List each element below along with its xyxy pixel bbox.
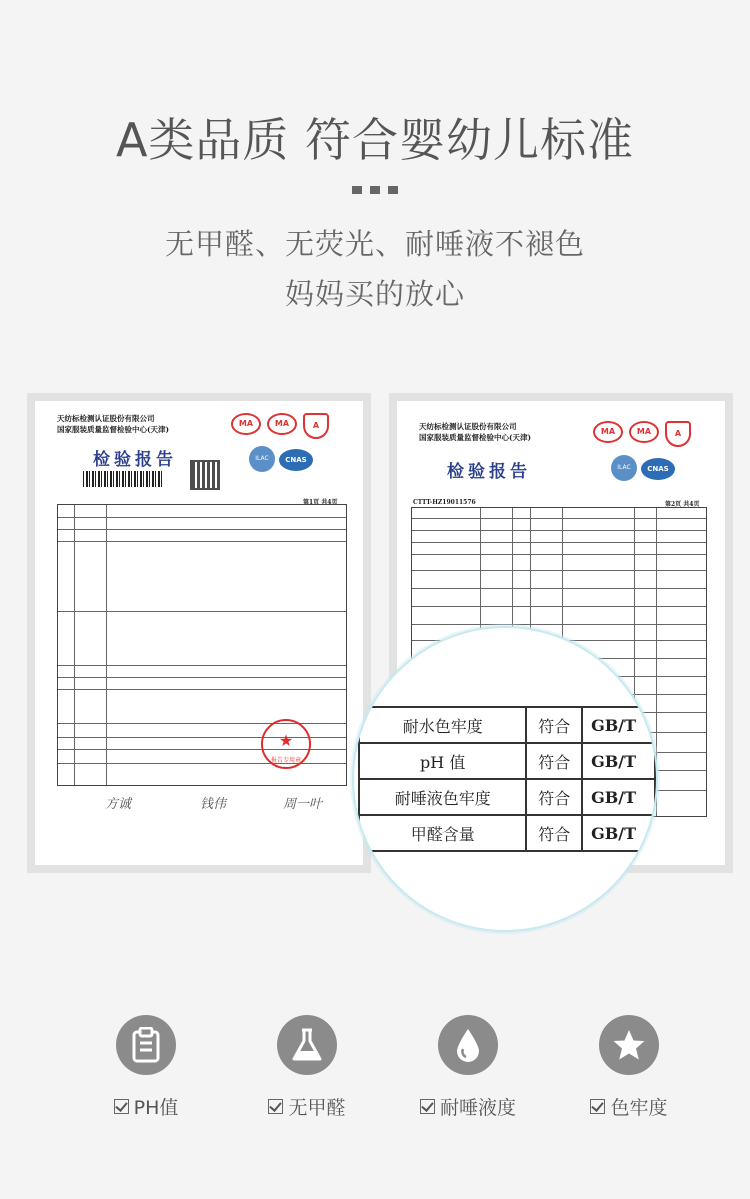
result-value: 符合 (526, 743, 582, 779)
signature-3: 周一叶 (283, 797, 323, 812)
cnas-logo-icon: CNAS (279, 449, 313, 471)
report-left-org-line-1: 天纺标检测认证股份有限公司 (57, 414, 155, 423)
report-left-page-mark: 第1页 共4页 (303, 499, 338, 506)
qr-code-icon (190, 460, 220, 490)
table-row (359, 779, 655, 815)
feature-label: PH值 (133, 1097, 179, 1119)
feature-label: 耐唾液度 (439, 1097, 516, 1119)
divider-dots (352, 186, 398, 194)
report-right-number: CTTT-HZ19011576 (413, 499, 476, 506)
table-row (359, 743, 655, 779)
result-standard: GB/T (582, 815, 655, 851)
result-standard: GB/T (582, 779, 655, 815)
cma-seal-icon: MA (267, 413, 297, 435)
checkbox-icon (420, 1099, 435, 1114)
checkbox-icon (114, 1099, 129, 1114)
signature-1: 方诚 (105, 797, 132, 812)
cma-seal-icon: MA (593, 421, 623, 443)
star-icon (599, 1015, 659, 1075)
result-standard: GB/T (582, 743, 655, 779)
feature-saliva-resistance (398, 1015, 538, 1120)
feature-label: 无甲醛 (288, 1097, 346, 1119)
magnifier-callout (352, 626, 658, 932)
ilac-logo-icon: ILAC (611, 455, 637, 481)
report-left-seals (231, 413, 329, 439)
checkbox-icon (590, 1099, 605, 1114)
result-item: pH 值 (359, 743, 526, 779)
subtitle-line-2: 妈妈买的放心 (284, 277, 465, 311)
droplet-icon (438, 1015, 498, 1075)
table-row (359, 815, 655, 851)
report-left-org-line-2: 国家服装质量监督检验中心(天津) (57, 425, 170, 434)
feature-label: 色牢度 (610, 1097, 668, 1119)
cma-seal-icon: MA (629, 421, 659, 443)
checkbox-icon (268, 1099, 283, 1114)
ilac-logo-icon: ILAC (249, 446, 275, 472)
flask-icon (277, 1015, 337, 1075)
result-item: 耐唾液色牢度 (359, 779, 526, 815)
feature-ph (76, 1015, 216, 1120)
report-right-org-line-1: 天纺标检测认证股份有限公司 (419, 422, 517, 431)
result-value: 符合 (526, 779, 582, 815)
signature-2: 钱伟 (200, 797, 227, 812)
clipboard-icon (116, 1015, 176, 1075)
report-stamp-icon: ★ 报告专用章 (261, 719, 311, 769)
report-left-title: 检验报告 (93, 450, 177, 470)
page-title: A类品质 符合婴幼儿标准 (115, 113, 635, 167)
cnas-logo-icon: CNAS (641, 458, 675, 480)
report-right-org-line-2: 国家服装质量监督检验中心(天津) (419, 433, 532, 442)
result-value: 符合 (526, 815, 582, 851)
report-right-title: 检验报告 (447, 462, 531, 482)
cma-seal-icon: MA (231, 413, 261, 435)
magnified-results-table (358, 706, 656, 852)
accreditation-seal-icon: A (303, 413, 329, 439)
result-value: 符合 (526, 707, 582, 743)
subtitle-line-1: 无甲醛、无荧光、耐唾液不褪色 (164, 227, 585, 261)
result-item: 甲醛含量 (359, 815, 526, 851)
result-standard: GB/T (582, 707, 655, 743)
report-right-seals (593, 421, 691, 447)
feature-no-formaldehyde (237, 1015, 377, 1120)
feature-color-fastness (559, 1015, 699, 1120)
table-row (359, 707, 655, 743)
barcode-icon (83, 471, 163, 487)
accreditation-seal-icon: A (665, 421, 691, 447)
report-right-page-mark: 第2页 共4页 (665, 501, 700, 508)
report-left-document (35, 401, 363, 865)
result-item: 耐水色牢度 (359, 707, 526, 743)
